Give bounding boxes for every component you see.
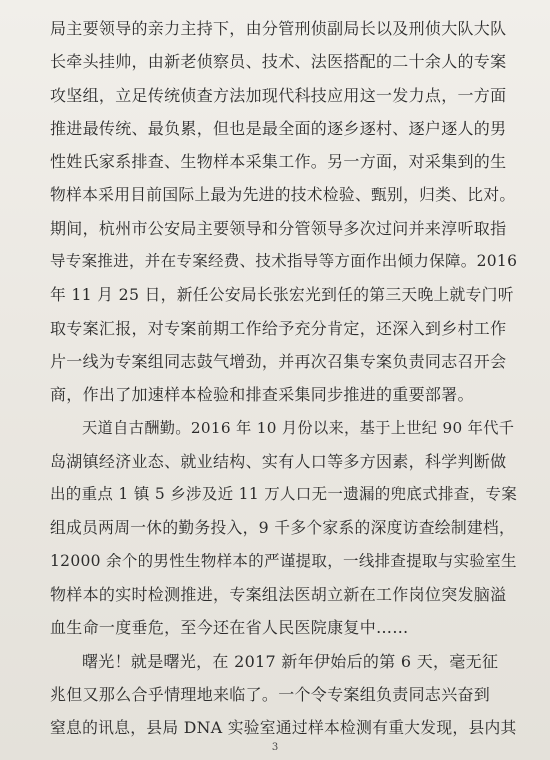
- text-line: 天道自古酬勤。2016 年 10 月份以来，基于上世纪 90 年代千: [82, 418, 515, 437]
- text-line: 取专案汇报，对专案前期工作给予充分肯定，还深入到乡村工作: [50, 318, 507, 338]
- paragraph-3: [50, 645, 520, 745]
- text-line: 长牵头挂帅，由新老侦察员、技术、法医搭配的二十余人的专案: [50, 52, 507, 72]
- text-line: 局主要领导的亲力主持下，由分管刑侦副局长以及刑侦大队大队: [50, 19, 507, 38]
- document-body: [50, 12, 520, 745]
- text-line: 曙光！就是曙光，在 2017 新年伊始后的第 6 天，毫无征: [82, 651, 499, 671]
- text-line: 期间，杭州市公安局主要领导和分管领导多次过问并来淳听取指: [50, 218, 507, 238]
- text-line: 组成员两周一休的勤务投入，9 千多个家系的深度访查绘制建档，: [50, 518, 516, 538]
- text-line: 推进最传统、最负累，但也是最全面的逐乡逐村、逐户逐人的男: [50, 118, 507, 138]
- text-line: 年 11 月 25 日，新任公安局长张宏光到任的第三天晚上就专门听: [50, 285, 514, 305]
- text-line: 出的重点 1 镇 5 乡涉及近 11 万人口无一遗漏的兜底式排查，专案: [50, 485, 518, 504]
- text-line: 岛湖镇经济业态、就业结构、实有人口等多方因素，科学判断做: [50, 451, 507, 471]
- text-line: 兆但又那么合乎情理地来临了。一个令专案组负责同志兴奋到: [50, 684, 491, 704]
- paragraph-1: [50, 12, 520, 412]
- text-line: 血生命一度垂危，至今还在省人民医院康复中……: [50, 618, 409, 638]
- text-line: 物样本的实时检测推进，专案组法医胡立新在工作岗位突发脑溢: [50, 585, 507, 605]
- text-line: 12000 余个的男性生物样本的严谨提取，一线排查提取与实验室生: [50, 551, 517, 570]
- text-line: 性姓氏家系排查、生物样本采集工作。另一方面，对采集到的生: [50, 152, 507, 172]
- text-line: 物样本采用目前国际上最为先进的技术检验、甄别，归类、比对。: [50, 185, 516, 205]
- text-line: 窒息的讯息，县局 DNA 实验室通过样本检测有重大发现，县内其: [50, 718, 517, 738]
- text-line: 攻坚组，立足传统侦查方法加现代科技应用这一发力点，一方面: [50, 85, 507, 105]
- text-line: 导专案推进，并在专案经费、技术指导等方面作出倾力保障。2016: [50, 252, 518, 271]
- paragraph-2: [50, 412, 520, 645]
- page-number: 3: [271, 742, 279, 753]
- text-line: 片一线为专案组同志鼓气增劲，并再次召集专案负责同志召开会: [50, 351, 507, 371]
- text-line: 商，作出了加速样本检验和排查采集同步推进的重要部署。: [50, 385, 474, 405]
